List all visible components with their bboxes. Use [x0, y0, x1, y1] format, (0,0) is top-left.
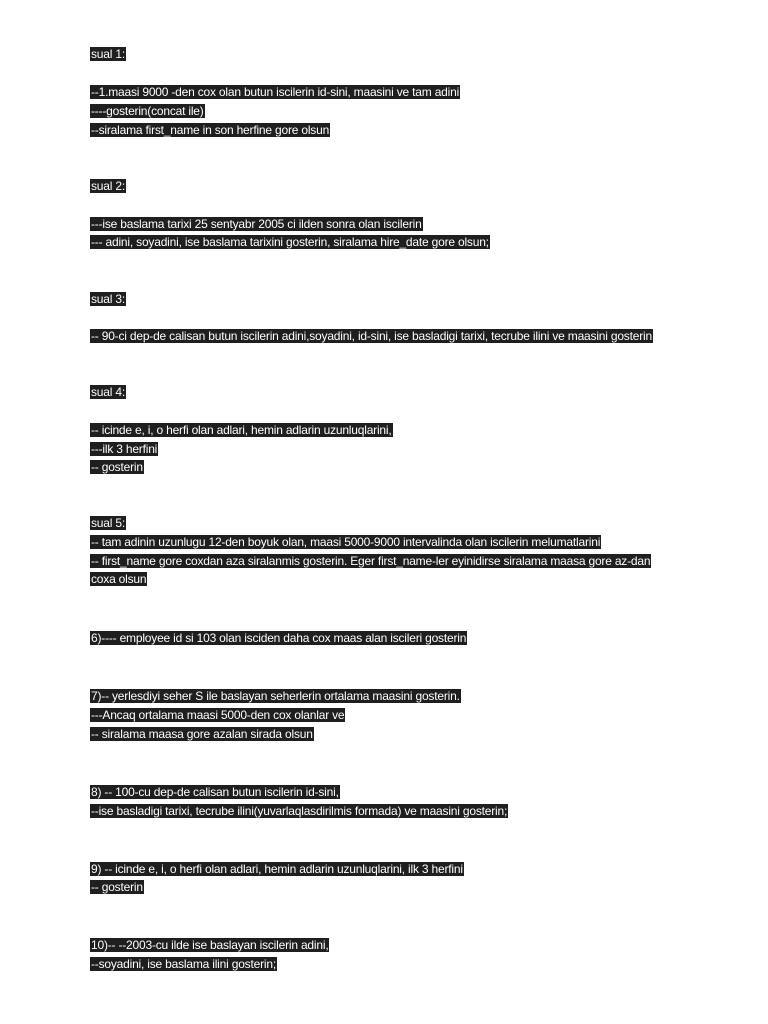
- question-2-heading: sual 2:: [91, 179, 125, 193]
- question-9-text-line: -- gosterin: [91, 880, 143, 894]
- question-10-text-line: 10)-- --2003-cu ilde ise baslayan iscilerin adini,: [91, 938, 329, 952]
- question-1-text-line: --1.maasi 9000 -den cox olan butun iscilerin id-sini, maasini ve tam adini: [91, 85, 460, 99]
- question-2-text-line: --- adini, soyadini, ise baslama tarixini gosterin, siralama hire_date gore olsun;: [91, 235, 489, 249]
- question-3-heading: sual 3:: [91, 292, 125, 306]
- question-8-text-line: 8) -- 100-cu dep-de calisan butun iscilerin id-sini,: [91, 785, 339, 799]
- question-2-text-line: ---ise baslama tarixi 25 sentyabr 2005 ci ilden sonra olan iscilerin: [91, 217, 422, 231]
- question-3-text-line: -- 90-ci dep-de calisan butun iscilerin adini,soyadini, id-sini, ise basladigi tarixi, tecrube ilini ve maasini gosterin: [91, 329, 652, 343]
- question-5-text-line: -- tam adinin uzunlugu 12-den boyuk olan, maasi 5000-9000 intervalinda olan iscilerin melumatlarini: [91, 535, 601, 549]
- question-4-text-line: -- gosterin: [91, 460, 143, 474]
- question-7-text-line: 7)-- yerlesdiyi seher S ile baslayan seherlerin ortalama maasini gosterin.: [91, 689, 460, 703]
- question-6-text-line: 6)---- employee id si 103 olan isciden daha cox maas alan iscileri gosterin: [91, 631, 467, 645]
- question-8-text-line: --ise basladigi tarixi, tecrube ilini(yuvarlaqlasdirilmis formada) ve maasini gosterin;: [91, 804, 508, 818]
- question-4-text-line: -- icinde e, i, o herfi olan adlari, hemin adlarin uzunluqlarini,: [91, 423, 392, 437]
- question-7-text-line: -- siralama maasa gore azalan sirada olsun: [91, 727, 313, 741]
- question-5-text-line: coxa olsun: [91, 572, 147, 586]
- question-5-text-line: -- first_name gore coxdan aza siralanmis gosterin. Eger first_name-ler eyinidirse siralama maasa gore az-dan: [91, 554, 651, 568]
- question-4-text-line: ---ilk 3 herfini: [91, 442, 158, 456]
- question-5-heading: sual 5:: [91, 516, 125, 530]
- question-9-text-line: 9) -- icinde e, i, o herfi olan adlari, hemin adlarin uzunluqlarini, ilk 3 herfini: [91, 862, 463, 876]
- question-1-text-line: --siralama first_name in son herfine gore olsun: [91, 123, 330, 137]
- question-7-text-line: ---Ancaq ortalama maasi 5000-den cox olanlar ve: [91, 708, 345, 722]
- question-1-heading: sual 1:: [91, 47, 125, 61]
- question-1-text-line: ----gosterin(concat ile): [91, 104, 204, 118]
- question-10-text-line: --soyadini, ise baslama ilini gosterin;: [91, 957, 276, 971]
- question-4-heading: sual 4:: [91, 385, 125, 399]
